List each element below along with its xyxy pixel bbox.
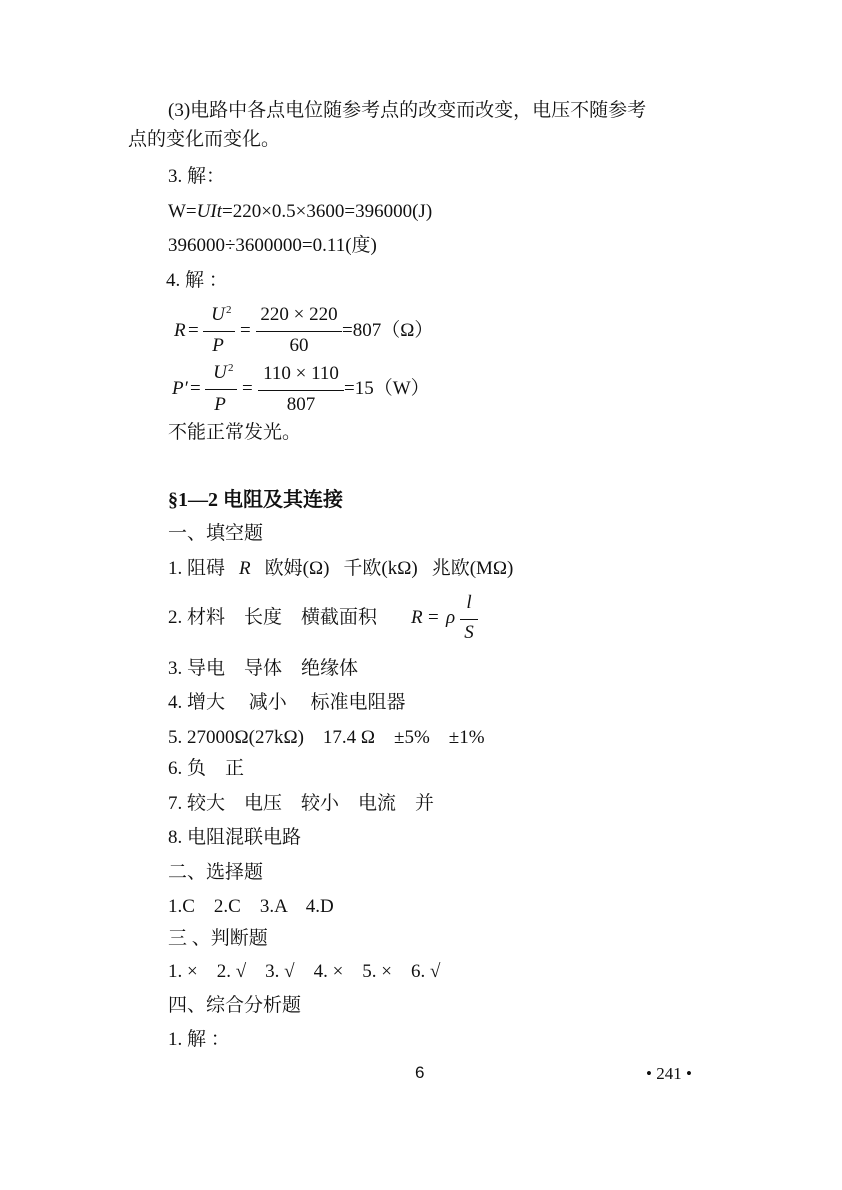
equation-equals: =	[240, 320, 251, 341]
superscript: 2	[228, 362, 234, 374]
answer-text: 欧姆(Ω)	[264, 558, 330, 579]
question-3-heading: 3. 解：	[168, 166, 226, 187]
equation-rhs: =220×0.5×3600=396000(J)	[221, 201, 433, 222]
question-3-equation-1	[168, 200, 432, 224]
page-number-center: 6	[415, 1063, 425, 1082]
fraction-bar	[203, 331, 235, 332]
question-4-heading: 4. 解 ：	[166, 270, 228, 291]
fraction-denominator: 60	[289, 335, 309, 356]
fill-in-answer-7: 7. 较大 电压 较小 电流 并	[168, 793, 435, 814]
fraction-denominator: P	[212, 335, 224, 356]
answer-variable: R	[239, 558, 251, 579]
formula-lhs: R	[411, 607, 423, 628]
fraction-bar	[460, 619, 478, 620]
paragraph-3-line1: (3)电路中各点电位随参考点的改变而改变，电压不随参考	[168, 100, 647, 121]
fraction-numerator: l	[466, 592, 472, 613]
answer-text: 兆欧(MΩ)	[431, 558, 514, 579]
page-number-right: • 241 •	[646, 1064, 692, 1083]
question-3-equation-2: 396000÷3600000=0.11(度)	[168, 235, 377, 256]
equation-equals: =	[190, 378, 201, 399]
fill-in-answer-8: 8. 电阻混联电路	[168, 827, 302, 848]
fraction-denominator: S	[464, 622, 474, 643]
choice-answers: 1.C 2.C 3.A 4.D	[168, 896, 334, 917]
superscript: 2	[226, 304, 232, 316]
paragraph-3-line2: 点的变化而变化。	[128, 129, 281, 150]
fill-in-answer-2: 2. 材料 长度 横截面积	[168, 607, 378, 628]
question-4-conclusion: 不能正常发光。	[168, 422, 302, 443]
formula-rho: ρ	[446, 607, 456, 628]
section-title: §1—2 电阻及其连接	[168, 489, 343, 511]
fill-in-answer-5: 5. 27000Ω(27kΩ) 17.4 Ω ±5% ±1%	[168, 727, 485, 748]
equation-variable: UIt	[196, 201, 222, 222]
equation-lhs: R	[174, 320, 186, 341]
equation-result: =807（Ω）	[342, 320, 434, 341]
equation-equals: =	[242, 378, 253, 399]
equation-equals: =	[188, 320, 199, 341]
answer-text: 1. 阻碍	[168, 558, 226, 579]
fraction-bar	[256, 331, 342, 332]
fill-in-answer-1	[168, 557, 513, 581]
equation-lhs: P′	[172, 378, 188, 399]
fraction-numerator: 110 × 110	[263, 363, 339, 384]
fraction-denominator: P	[214, 394, 226, 415]
equation-lhs: W=	[168, 201, 197, 222]
fill-in-heading: 一、填空题	[168, 523, 264, 544]
fraction-bar	[205, 389, 237, 390]
fraction-bar	[258, 390, 344, 391]
fraction-denominator: 807	[286, 394, 316, 415]
equation-result: =15（W）	[344, 378, 430, 399]
fraction-numerator: 220 × 220	[260, 304, 338, 325]
fill-in-answer-6: 6. 负 正	[168, 758, 245, 779]
judge-answers: 1. × 2. √ 3. √ 4. × 5. × 6. √	[168, 961, 441, 982]
analysis-question-1: 1. 解 ：	[168, 1029, 230, 1050]
analysis-heading: 四、综合分析题	[168, 995, 302, 1016]
choice-heading: 二、选择题	[168, 862, 264, 883]
fill-in-answer-3: 3. 导电 导体 绝缘体	[168, 658, 359, 679]
fraction-numerator: U	[213, 362, 227, 383]
fill-in-answer-4: 4. 增大 减小 标准电阻器	[168, 692, 406, 713]
judge-heading: 三 、判断题	[168, 928, 268, 949]
fraction-numerator: U	[211, 304, 225, 325]
formula-equals: =	[428, 607, 439, 628]
answer-text: 千欧(kΩ)	[343, 558, 418, 579]
